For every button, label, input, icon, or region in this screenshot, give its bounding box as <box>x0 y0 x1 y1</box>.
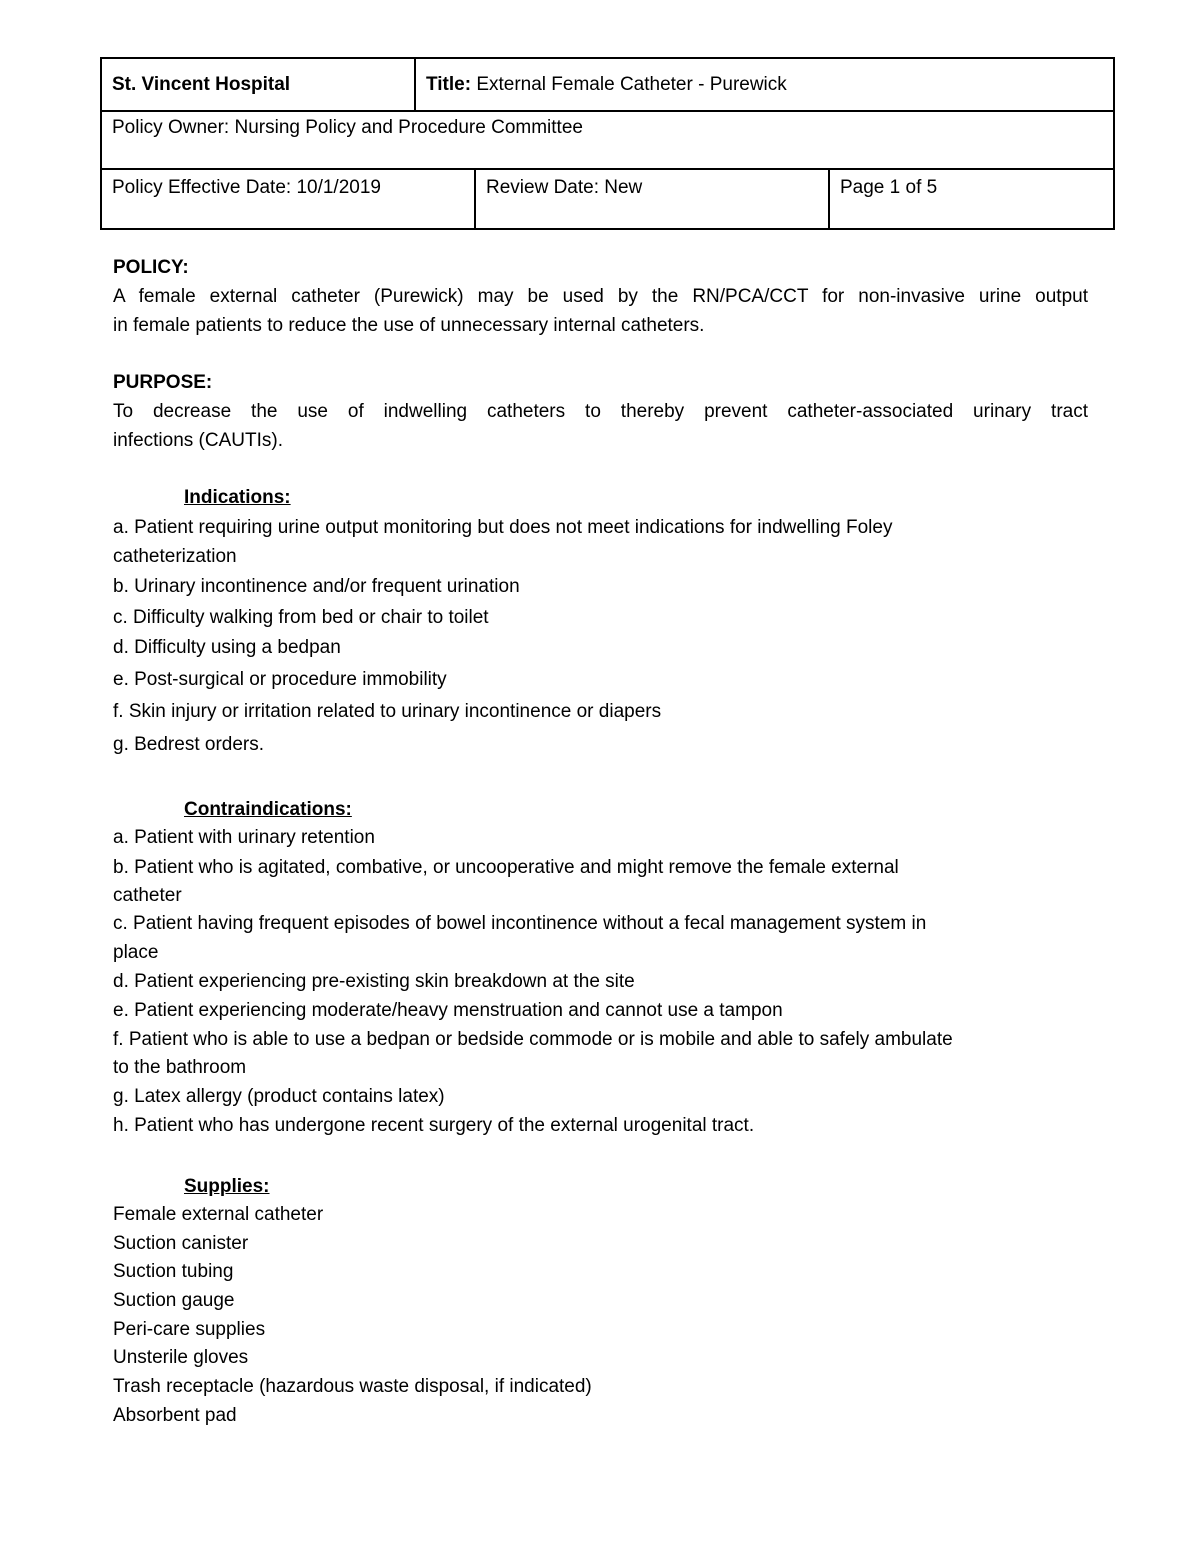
page-number: Page 1 of 5 <box>840 177 938 198</box>
list-item: a. Patient requiring urine output monitoring but does not meet indications for indwelling Foley <box>113 517 893 538</box>
list-item: b. Urinary incontinence and/or frequent urination <box>113 576 520 597</box>
list-item: c. Patient having frequent episodes of bowel incontinence without a fecal management system in <box>113 913 927 934</box>
purpose-text-line-1: To decrease the use of indwelling catheters to thereby prevent catheter-associated urinary tract <box>113 401 1088 422</box>
supply-item: Peri-care supplies <box>113 1319 266 1340</box>
list-item: e. Patient experiencing moderate/heavy menstruation and cannot use a tampon <box>113 1000 783 1021</box>
title-value: External Female Catheter - Purewick <box>476 74 787 95</box>
contraindications-heading: Contraindications: <box>184 799 352 820</box>
list-item: c. Difficulty walking from bed or chair to toilet <box>113 607 489 628</box>
policy-text-line-2: in female patients to reduce the use of unnecessary internal catheters. <box>113 315 705 336</box>
list-item: b. Patient who is agitated, combative, or uncooperative and might remove the female external <box>113 857 899 878</box>
list-item: g. Latex allergy (product contains latex) <box>113 1086 445 1107</box>
supply-item: Suction canister <box>113 1233 249 1254</box>
policy-text-line-1: A female external catheter (Purewick) may be used by the RN/PCA/CCT for non-invasive urine output <box>113 286 1088 307</box>
list-item: f. Patient who is able to use a bedpan or bedside commode or is mobile and able to safely ambulate <box>113 1029 953 1050</box>
list-item: h. Patient who has undergone recent surgery of the external urogenital tract. <box>113 1115 755 1136</box>
list-item: catheter <box>113 885 182 906</box>
list-item: e. Post-surgical or procedure immobility <box>113 669 447 690</box>
list-item: d. Patient experiencing pre-existing skin breakdown at the site <box>113 971 635 992</box>
supply-item: Suction gauge <box>113 1290 235 1311</box>
header-row-2 <box>102 112 1113 170</box>
supply-item: Trash receptacle (hazardous waste disposal, if indicated) <box>113 1376 592 1397</box>
effective-date: Policy Effective Date: 10/1/2019 <box>102 170 476 230</box>
list-item: f. Skin injury or irritation related to urinary incontinence or diapers <box>113 701 662 722</box>
hospital-name: St. Vincent Hospital <box>102 59 416 110</box>
title-label: Title: <box>426 74 472 95</box>
supply-item: Suction tubing <box>113 1261 234 1282</box>
list-item: d. Difficulty using a bedpan <box>113 637 341 658</box>
policy-header-table <box>100 57 1115 230</box>
purpose-heading: PURPOSE: <box>113 372 213 393</box>
header-row-1 <box>102 59 1113 112</box>
supply-item: Absorbent pad <box>113 1405 237 1426</box>
supplies-heading: Supplies: <box>184 1176 270 1197</box>
supply-item: Unsterile gloves <box>113 1347 249 1368</box>
header-row-3 <box>102 170 1113 230</box>
policy-title <box>416 59 1115 110</box>
list-item: catheterization <box>113 546 237 567</box>
list-item: a. Patient with urinary retention <box>113 827 375 848</box>
review-date: Review Date: New <box>476 170 830 230</box>
indications-heading: Indications: <box>184 487 291 508</box>
policy-heading: POLICY: <box>113 257 189 278</box>
policy-owner: Policy Owner: Nursing Policy and Procedure Committee <box>112 117 583 138</box>
list-item: g. Bedrest orders. <box>113 734 265 755</box>
list-item: place <box>113 942 159 963</box>
supply-item: Female external catheter <box>113 1204 324 1225</box>
purpose-text-line-2: infections (CAUTIs). <box>113 430 283 451</box>
list-item: to the bathroom <box>113 1057 247 1078</box>
